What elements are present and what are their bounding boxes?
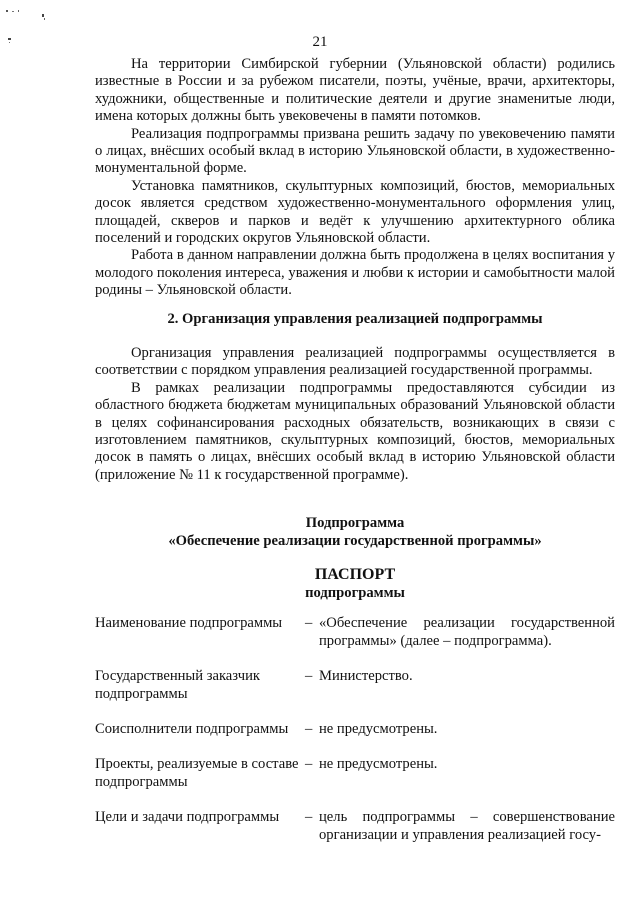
passport-row-dash: – <box>305 615 313 631</box>
intro-paragraph: Установка памятников, скульптурных композиций, бюстов, мемориальных досок является средством художественно-монументального оформления улиц, площадей, скверов и парков и ведёт к улучшению архитектурного облика поселений и городских округов Ульяновской области. <box>95 177 615 247</box>
passport-row-value: не предусмотрены. <box>319 756 438 772</box>
passport-heading <box>95 566 615 602</box>
subprogram-name: «Обеспечение реализации государственной программы» <box>168 533 542 549</box>
passport-row-dash: – <box>305 809 313 825</box>
passport-row <box>95 720 615 738</box>
passport-row <box>95 808 615 844</box>
passport-row-value-wrap <box>305 614 615 650</box>
intro-text-block <box>95 56 615 300</box>
passport-row-label: Цели и задачи подпрограммы <box>95 809 280 825</box>
passport-row-value-wrap <box>305 808 615 844</box>
passport-row <box>95 667 615 703</box>
passport-row-value: цель подпрограммы – совершенствование организации и управления реализацией госу- <box>319 809 615 843</box>
passport-row-value-wrap <box>305 720 615 738</box>
intro-paragraph: Реализация подпрограммы призвана решить задачу по увековечению памяти о лицах, внёсших особый вклад в историю Ульяновской области, в художественно-монументальной форме. <box>95 125 615 177</box>
intro-paragraph: Работа в данном направлении должна быть продолжена в целях воспитания у молодого поколения интереса, уважения и любви к истории и самобытности малой родины – Ульяновской области. <box>95 247 615 299</box>
passport-row-dash: – <box>305 721 313 737</box>
passport-table <box>95 614 615 861</box>
passport-row <box>95 614 615 650</box>
passport-row-label: Государственный заказчик подпрограммы <box>95 668 260 702</box>
passport-row-value-wrap <box>305 755 615 791</box>
passport-row-value-wrap <box>305 667 615 703</box>
passport-row-value: не предусмотрены. <box>319 721 438 737</box>
section-paragraph: Организация управления реализацией подпрограммы осуществляется в соответствии с порядком управления реализацией государственной программы. <box>95 345 615 379</box>
section-paragraph: В рамках реализации подпрограммы предоставляются субсидии из областного бюджета бюджетам муниципальных образований Ульяновской области в целях софинансирования расходных обязательств, возникающих в связи с изготовлением памятников, скульптурных композиций, бюстов, мемориальных досок в память о лицах, внёсших особый вклад в историю Ульяновской области (приложение № 11 к государственной программе). <box>95 379 615 483</box>
passport-row-label: Соисполнители подпрограммы <box>95 721 289 737</box>
passport-row-label: Наименование подпрограммы <box>95 615 283 631</box>
passport-row-label: Проекты, реализуемые в составе подпрограммы <box>95 756 299 790</box>
intro-paragraph: На территории Симбирской губернии (Ульяновской области) родились известные в России и за рубежом писатели, поэты, учёные, врачи, архитекторы, художники, общественные и политические деятели и другие знаменитые люди, имена которых должны быть увековечены в памяти потомков. <box>95 56 615 125</box>
passport-subtitle: подпрограммы <box>305 585 405 601</box>
passport-row-value: «Обеспечение реализации государственной программы» (далее – подпрограмма). <box>319 615 615 649</box>
passport-row-dash: – <box>305 668 313 684</box>
passport-row <box>95 755 615 791</box>
passport-row-value: Министерство. <box>319 668 413 684</box>
subprogram-label: Подпрограмма <box>305 515 405 531</box>
passport-title: ПАСПОРТ <box>314 566 396 583</box>
passport-row-dash: – <box>305 756 313 772</box>
subprogram-heading <box>95 514 615 550</box>
section-text-block <box>95 345 615 484</box>
page-number: 21 <box>312 34 328 50</box>
section-heading: 2. Организация управления реализацией подпрограммы <box>167 311 543 327</box>
